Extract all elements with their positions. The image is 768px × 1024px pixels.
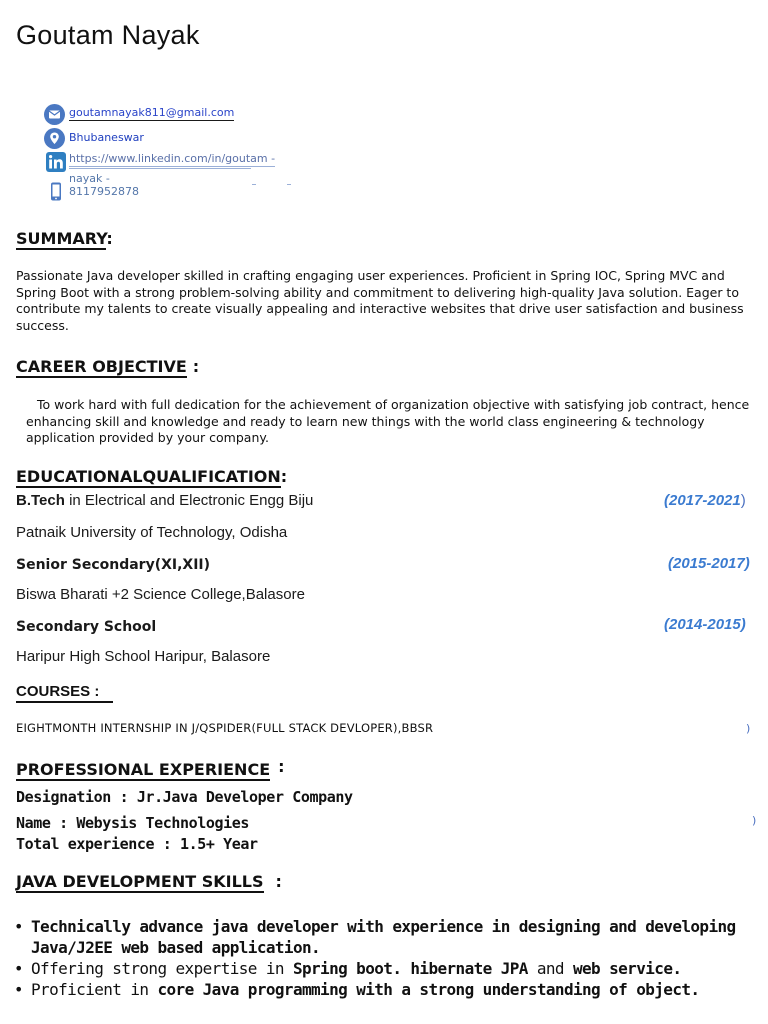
linkedin-icon [46,152,66,172]
secondary-title [16,618,156,635]
skills-heading [16,872,282,891]
skills-heading-colon: : [275,872,282,891]
designation-label: Designation [16,788,111,806]
education-heading [16,467,287,486]
location-pin-icon [44,128,65,149]
summary-text: Passionate Java developer skilled in crafting engaging user experiences. Proficient in Spring IOC, Spring MVC and Spring Boot with a strong problem-solving ability and commitment to delivering high-quality Java solution. Eager to contribute my talents to create visually appealing and interactive websites that drive user satisfaction and business success. [16,268,744,333]
objective-heading-colon: : [192,357,200,376]
phone-icon [49,182,63,201]
resume-name: Goutam Nayak [16,20,200,50]
btech-year-close: ) [740,492,746,509]
phone-text: 8117952878 [69,185,139,198]
company-name-line: Name : Webysis Technologies [16,814,250,832]
linkedin-link[interactable]: https://www.linkedin.com/in/goutam - [69,152,276,165]
btech-year [664,492,746,509]
courses-heading [16,683,113,703]
btech-degree: B.Tech [16,492,65,509]
experience-heading-colon: : [278,757,285,776]
skills-heading-text: JAVA DEVELOPMENT SKILLS [16,872,264,891]
decorative-dash [252,184,256,185]
summary-heading-text: SUMMARY [16,229,107,248]
course-item: EIGHTMONTH INTERNSHIP IN J/QSPIDER(FULL STACK DEVLOPER),BBSR [16,721,434,735]
secondary-year: (2014-2015) [664,616,746,633]
total-experience-line: Total experience : 1.5+ Year [16,835,258,853]
senior-secondary-school: Biswa Bharati +2 Science College,Balasore [16,586,305,603]
summary-heading [16,229,113,248]
email-icon [44,104,65,125]
objective-text-rest: enhancing skill and knowledge and ready to learn new things with the world class engineering & technology application provided by your company. [26,413,705,445]
experience-heading-text: PROFESSIONAL EXPERIENCE [16,760,271,779]
stray-paren: ) [752,814,757,827]
skill-item [14,979,754,1000]
bullet-icon: • [14,959,23,978]
btech-field: in Electrical and Electronic Engg Biju [64,492,314,509]
skill-item-text: and [527,959,573,978]
skill-item-text: Offering strong expertise in [31,959,293,978]
senior-secondary-year: (2015-2017) [668,555,750,572]
bullet-icon: • [14,980,23,999]
designation-line [16,788,353,806]
objective-heading [16,357,199,376]
objective-text-first: To work hard with full dedication for the achievement of organization objective with satisfying job contract, hence [37,397,750,412]
objective-heading-text: CAREER OBJECTIVE [16,357,187,376]
senior-secondary-title [16,556,210,573]
skill-item [14,958,754,979]
summary-heading-colon: : [106,229,113,248]
btech-year-text: (2017-2021 [664,492,741,509]
stray-paren: ) [746,722,751,735]
skill-item-emphasis: Spring boot. hibernate JPA [292,959,528,978]
decorative-dash [287,184,291,185]
senior-secondary-title-text: Senior Secondary(XI,XII) [16,557,211,573]
linkedin-underline [69,168,251,169]
bullet-icon: • [14,917,23,936]
experience-heading [16,757,285,779]
secondary-school: Haripur High School Haripur, Balasore [16,648,271,665]
skill-item-emphasis: core Java programming with a strong understanding of object. [157,980,700,999]
skill-item-emphasis: web service. [572,959,682,978]
skill-item-text: Proficient in [31,980,158,999]
education-heading-colon: : [280,467,288,486]
secondary-title-text: Secondary School [16,619,157,635]
education-heading-text: EDUCATIONALQUALIFICATION [16,467,281,486]
location-text: Bhubaneswar [69,131,144,144]
email-link[interactable]: goutamnayak811@gmail.com [69,106,235,119]
skill-item [14,916,754,958]
designation-value: : Jr.Java Developer Company [110,788,353,806]
btech-university: Patnaik University of Technology, Odisha [16,524,288,541]
linkedin-text-continued: nayak - [69,172,110,185]
courses-heading-text: COURSES : [16,683,113,703]
skills-list [14,916,754,1000]
btech-line [16,492,313,509]
objective-text [26,397,761,447]
skill-item-text: Technically advance java developer with experience in designing and developing Java/J2EE web based application. [31,917,736,957]
